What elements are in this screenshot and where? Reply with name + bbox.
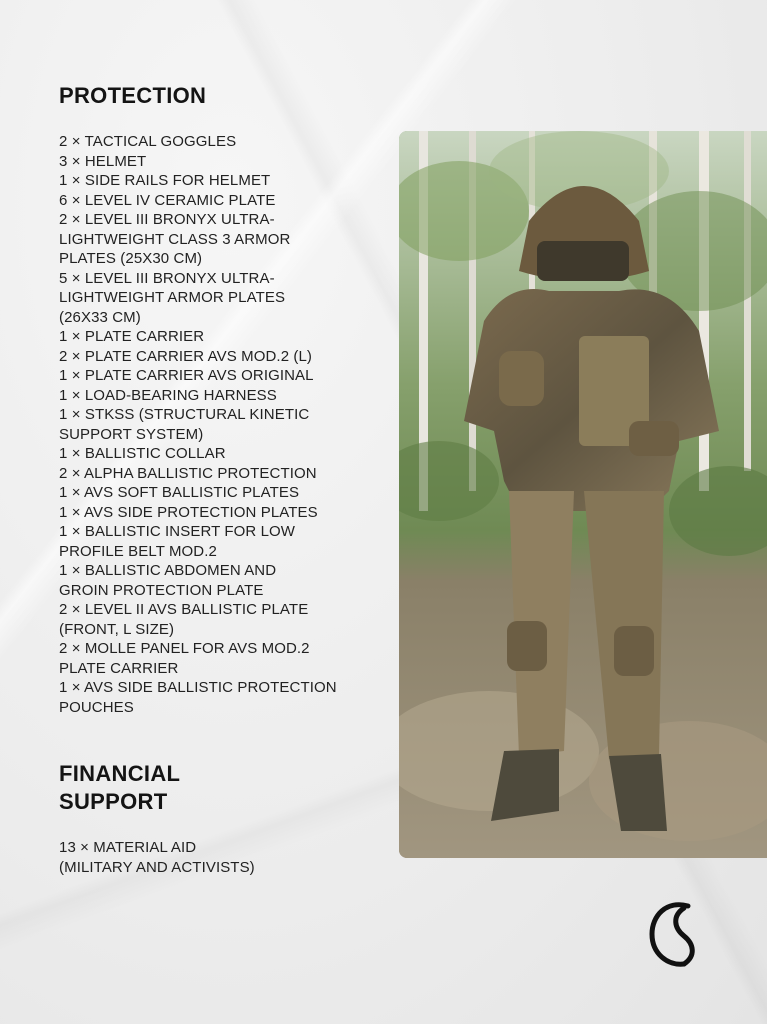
list-item: 1 × LOAD-BEARING HARNESS [59,386,277,404]
list-item: 1 × PLATE CARRIER [59,328,205,345]
list-item: 1 × AVS SIDE BALLISTIC PROTECTION POUCHES [59,679,337,716]
financial-support-heading: FINANCIAL SUPPORT [59,761,181,814]
financial-support-list [59,838,379,877]
cs-logo-icon [648,898,706,970]
list-item: 3 × HELMET [59,152,147,170]
list-item: 1 × PLATE CARRIER AVS ORIGINAL [59,367,314,384]
list-item: 1 × BALLISTIC ABDOMEN AND GROIN PROTECTION PLATE [59,562,277,599]
list-item: 1 × AVS SIDE PROTECTION PLATES [59,503,318,521]
list-item: 13 × MATERIAL AID (MILITARY AND ACTIVISTS) [59,839,255,876]
list-item: 2 × LEVEL III BRONYX ULTRA- LIGHTWEIGHT CLASS 3 ARMOR PLATES (25X30 CM) [59,211,291,267]
list-item: 5 × LEVEL III BRONYX ULTRA- LIGHTWEIGHT ARMOR PLATES (26X33 CM) [59,269,286,326]
list-item: 1 × BALLISTIC COLLAR [59,445,226,462]
list-item: 1 × BALLISTIC INSERT FOR LOW PROFILE BELT MOD.2 [59,523,296,560]
list-item: 6 × LEVEL IV CERAMIC PLATE [59,191,276,209]
list-item: 2 × ALPHA BALLISTIC PROTECTION [59,464,317,482]
protection-heading: PROTECTION [59,83,207,108]
list-item: 2 × PLATE CARRIER AVS MOD.2 (L) [59,347,313,365]
protection-list [59,132,379,717]
list-item: 2 × LEVEL II AVS BALLISTIC PLATE (FRONT, L SIZE) [59,601,309,638]
list-item: 1 × AVS SOFT BALLISTIC PLATES [59,484,300,501]
list-item: 2 × TACTICAL GOGGLES [59,133,237,150]
soldier-camouflage-photo [399,131,767,858]
list-item: 1 × SIDE RAILS FOR HELMET [59,172,271,189]
list-item: 2 × MOLLE PANEL FOR AVS MOD.2 PLATE CARRIER [59,640,310,677]
list-item: 1 × STKSS (STRUCTURAL KINETIC SUPPORT SYSTEM) [59,406,310,443]
